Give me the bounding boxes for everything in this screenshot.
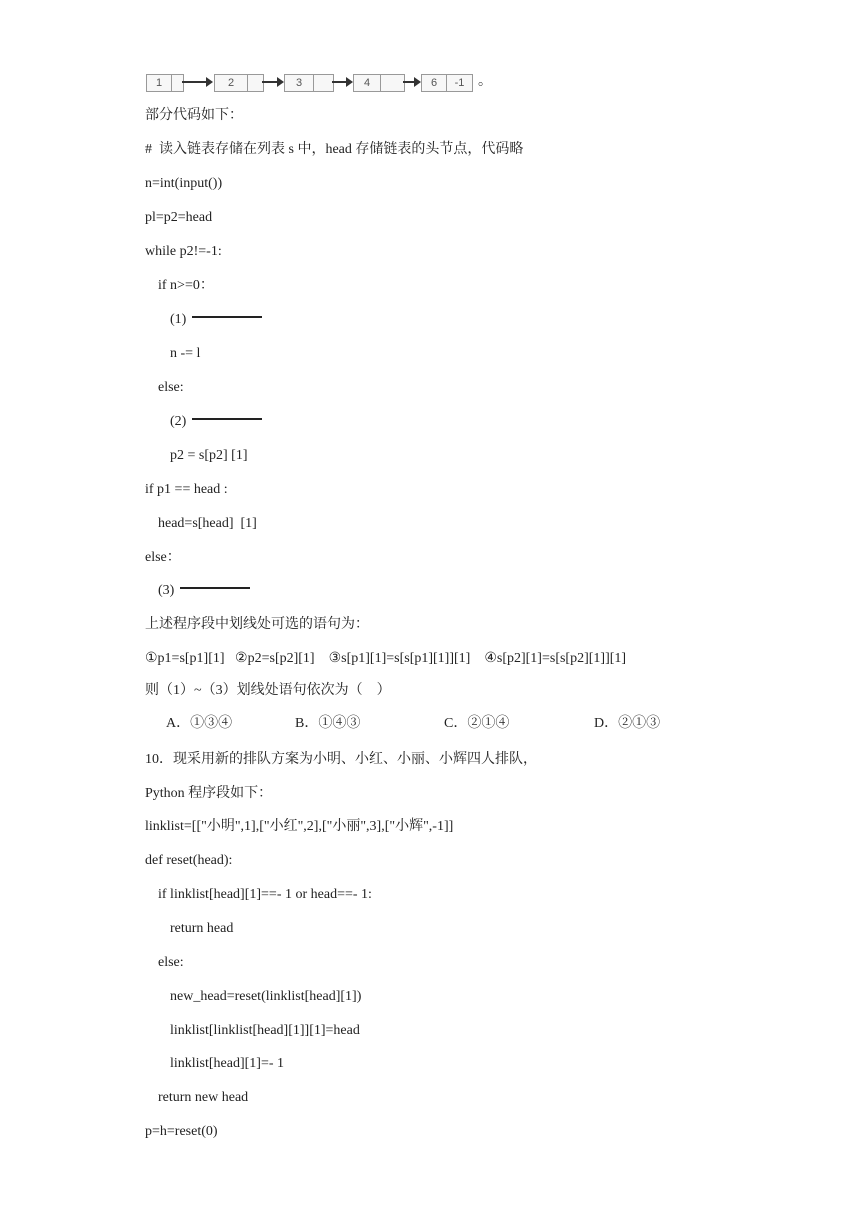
code-line: else： bbox=[145, 550, 181, 565]
question-text: 则（1）~（3）划线处语句依次为（ ） bbox=[145, 683, 391, 698]
underline-blank bbox=[192, 418, 262, 420]
statements-title: 上述程序段中划线处可选的语句为： bbox=[145, 617, 369, 632]
list-node-1 bbox=[146, 74, 184, 92]
code-line: if p1 == head : bbox=[145, 482, 228, 497]
statements-list: ①p1=s[p1][1] ②p2=s[p2][1] ③s[p1][1]=s[s[p1][1]][1] ④s[p2][1]=s[s[p2][1]][1] bbox=[145, 651, 627, 666]
node-value: 3 bbox=[295, 77, 303, 89]
code-line: linklist[linklist[head][1]][1]=head bbox=[170, 1023, 360, 1038]
code-line: new_head=reset(linklist[head][1]) bbox=[170, 989, 362, 1004]
question-10-title: 10．现采用新的排队方案为小明、小红、小丽、小辉四人排队， bbox=[145, 752, 537, 767]
list-node-6 bbox=[421, 74, 473, 92]
underline-blank bbox=[180, 587, 250, 589]
code-line: def reset(head): bbox=[145, 853, 233, 868]
option-c[interactable]: C．②①④ bbox=[444, 716, 510, 731]
node-value: 2 bbox=[227, 77, 235, 89]
intro-text: 部分代码如下： bbox=[145, 108, 243, 123]
blank-3 bbox=[158, 581, 250, 601]
blank-2 bbox=[170, 412, 262, 432]
code-line: return head bbox=[170, 921, 234, 936]
diagram-end-mark: 。 bbox=[478, 74, 492, 89]
node-value: 6 bbox=[430, 77, 438, 89]
code-line: while p2!=-1: bbox=[145, 244, 222, 259]
blank-1 bbox=[170, 310, 262, 330]
code-line: if n>=0： bbox=[158, 278, 214, 293]
code-line: else: bbox=[158, 380, 184, 395]
code-line: n -= l bbox=[170, 346, 201, 361]
code-line: else: bbox=[158, 955, 184, 970]
code-line: head=s[head] [1] bbox=[158, 516, 257, 531]
list-node-3 bbox=[284, 74, 334, 92]
blank-label: (1) bbox=[170, 312, 187, 327]
code-line: pl=p2=head bbox=[145, 210, 213, 225]
node-next: -1 bbox=[454, 77, 465, 89]
code-line: linklist[head][1]=- 1 bbox=[170, 1056, 285, 1071]
code-line: p2 = s[p2] [1] bbox=[170, 448, 248, 463]
question-10-intro: Python 程序段如下： bbox=[145, 786, 273, 801]
code-line: n=int(input()) bbox=[145, 176, 223, 191]
code-line: p=h=reset(0) bbox=[145, 1124, 218, 1139]
option-b[interactable]: B．①④③ bbox=[295, 716, 361, 731]
code-comment: # 读入链表存储在列表 s 中，head 存储链表的头节点，代码略 bbox=[145, 142, 524, 157]
code-line: linklist=[["小明",1],["小红",2],["小丽",3],["小辉",-1]] bbox=[145, 819, 454, 834]
node-value: 1 bbox=[155, 77, 163, 89]
code-line: return new head bbox=[158, 1090, 249, 1105]
node-value: 4 bbox=[363, 77, 371, 89]
underline-blank bbox=[192, 316, 262, 318]
option-d[interactable]: D．②①③ bbox=[594, 716, 661, 731]
list-node-4 bbox=[353, 74, 405, 92]
list-node-2 bbox=[214, 74, 264, 92]
code-line: if linklist[head][1]==- 1 or head==- 1: bbox=[158, 887, 372, 902]
blank-label: (3) bbox=[158, 583, 175, 598]
blank-label: (2) bbox=[170, 414, 187, 429]
option-a[interactable]: A．①③④ bbox=[166, 716, 233, 731]
